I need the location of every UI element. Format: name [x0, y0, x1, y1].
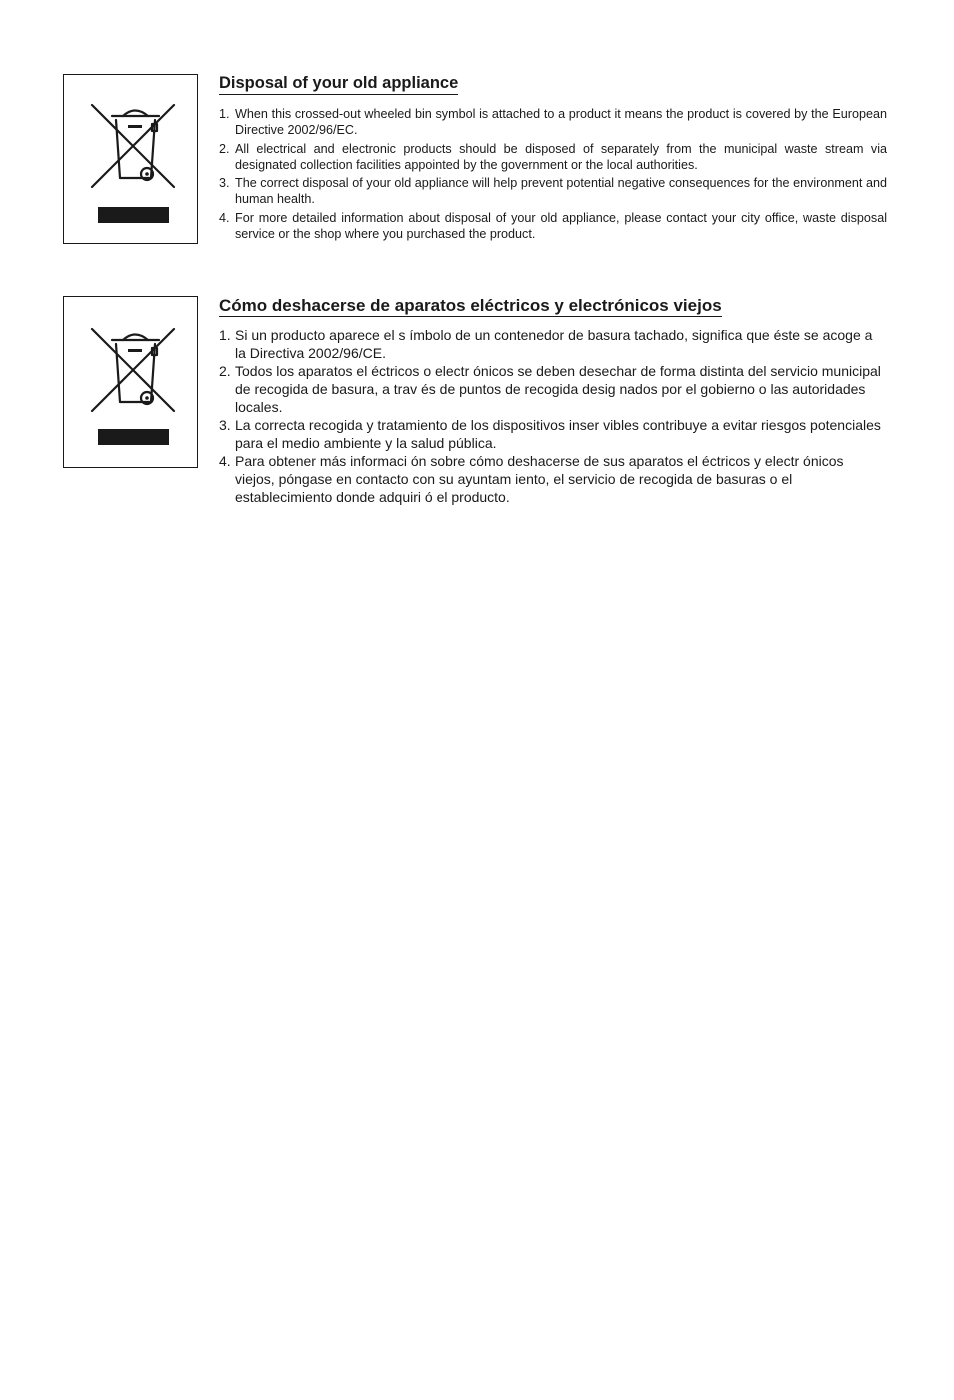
list-item: 3. La correcta recogida y tratamiento de los dispositivos inser vibles contribuye a evitar riesgos potenciales para el medio ambiente y la salud pública. — [219, 417, 881, 451]
weee-symbol-box — [63, 296, 198, 468]
disposal-list — [219, 326, 887, 506]
disposal-text-spanish — [219, 296, 887, 506]
crossed-out-wheeled-bin-icon — [64, 75, 199, 245]
disposal-text-english — [219, 74, 887, 244]
list-item: 4. Para obtener más informaci ón sobre cómo deshacerse de sus aparatos el éctricos y electr ónicos viejos, póngase en contacto con su ayuntam iento, el servicio de recogida de basuras o el establecimiento donde adquiri ó el producto. — [219, 453, 844, 505]
list-item: 2. All electrical and electronic products should be disposed of separately from the municipal waste stream via designated collection facilities appointed by the government or the local authorities. — [219, 141, 887, 172]
list-item: 3. The correct disposal of your old appliance will help prevent potential negative consequences for the environment and human health. — [219, 176, 887, 207]
list-item: 1. Si un producto aparece el s ímbolo de un contenedor de basura tachado, significa que éste se acoge a la Directiva 2002/96/CE. — [219, 327, 873, 361]
list-item: 1. When this crossed-out wheeled bin symbol is attached to a product it means the product is covered by the European Directive 2002/96/EC. — [219, 107, 887, 138]
disposal-list — [219, 106, 887, 242]
section-title: Cómo deshacerse de aparatos eléctricos y electrónicos viejos — [219, 296, 722, 315]
crossed-out-wheeled-bin-icon — [64, 297, 199, 469]
section-title: Disposal of your old appliance — [219, 74, 458, 95]
list-item: 2. Todos los aparatos el éctricos o electr ónicos se deben desechar de forma distinta del servicio municipal de recogida de basura, a trav és de puntos de recogida desig nados por el gobierno o las autoridades locales. — [219, 363, 881, 415]
weee-symbol-box — [63, 74, 198, 244]
list-item: 4. For more detailed information about disposal of your old appliance, please contact your city office, waste disposal service or the shop where you purchased the product. — [219, 210, 887, 242]
